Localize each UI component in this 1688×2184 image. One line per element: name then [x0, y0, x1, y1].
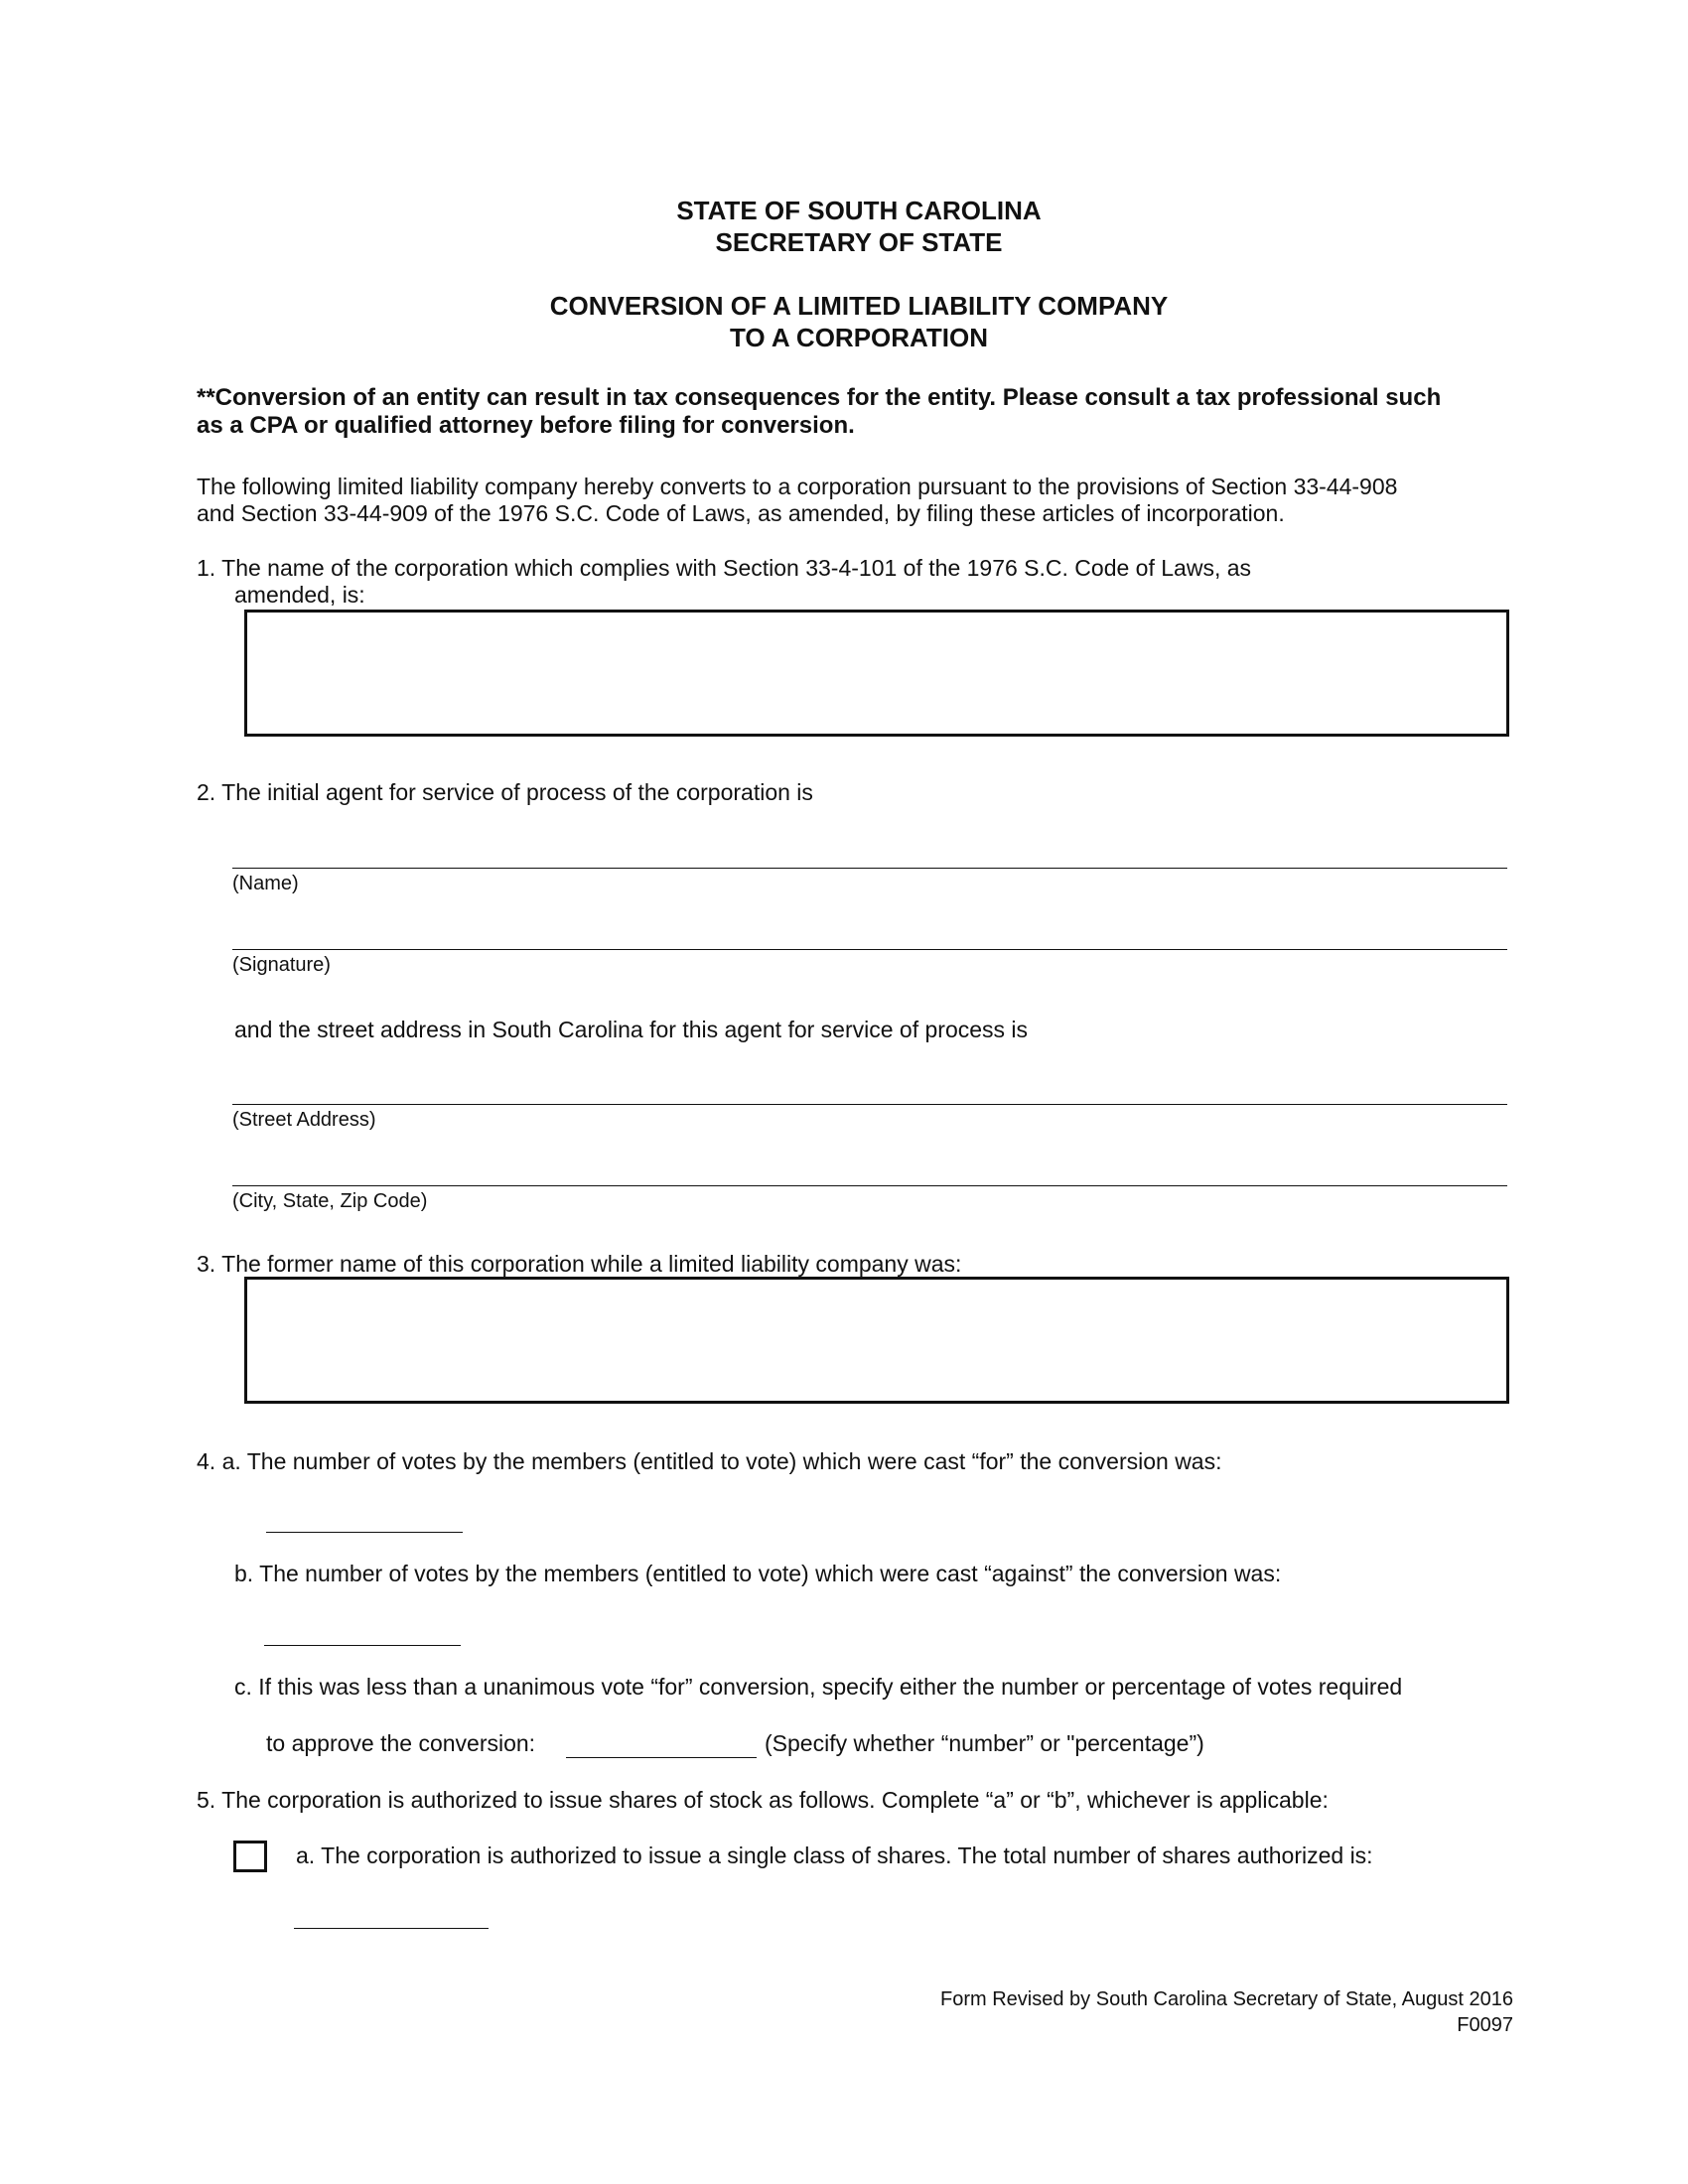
street-address-label: (Street Address) [232, 1109, 376, 1131]
agent-signature-label: (Signature) [232, 954, 331, 976]
office-heading: SECRETARY OF STATE [715, 227, 1003, 257]
agent-signature-line[interactable] [232, 949, 1507, 950]
tax-warning-line2: as a CPA or qualified attorney before filing for conversion. [197, 412, 855, 439]
city-state-zip-line[interactable] [232, 1185, 1507, 1186]
shares-authorized-line[interactable] [294, 1928, 489, 1929]
item5a-text: a. The corporation is authorized to issue a single class of shares. The total number of shares authorized is: [296, 1843, 1373, 1868]
form-title-line1: CONVERSION OF A LIMITED LIABILITY COMPANY [549, 291, 1169, 321]
item1-text-line1: 1. The name of the corporation which complies with Section 33-4-101 of the 1976 S.C. Code of Laws, as [197, 555, 1252, 581]
item4c-prefix: to approve the conversion: [266, 1730, 536, 1756]
item2-text: 2. The initial agent for service of process of the corporation is [197, 779, 813, 805]
item4c-text-line1: c. If this was less than a unanimous vote “for” conversion, specify either the number or percentage of votes required [234, 1674, 1403, 1700]
form-revision-note: Form Revised by South Carolina Secretary of State, August 2016 [940, 1988, 1513, 2010]
item4a-text: 4. a. The number of votes by the members (entitled to vote) which were cast “for” the conversion was: [197, 1448, 1222, 1474]
item4b-text: b. The number of votes by the members (entitled to vote) which were cast “against” the conversion was: [234, 1561, 1282, 1586]
form-title-line2: TO A CORPORATION [730, 323, 988, 352]
city-state-zip-label: (City, State, Zip Code) [232, 1190, 428, 1212]
item1-text-line2: amended, is: [234, 582, 365, 608]
agent-address-text: and the street address in South Carolina for this agent for service of process is [234, 1017, 1029, 1042]
tax-warning-line1: **Conversion of an entity can result in tax consequences for the entity. Please consult a tax professional such [197, 384, 1442, 411]
agent-name-line[interactable] [232, 868, 1507, 869]
votes-required-line[interactable] [566, 1757, 757, 1758]
item4c-suffix: (Specify whether “number” or "percentage”) [765, 1730, 1204, 1756]
item5-text: 5. The corporation is authorized to issue shares of stock as follows. Complete “a” or “b”, whichever is applicable: [197, 1787, 1329, 1813]
corporation-name-field[interactable] [244, 610, 1509, 737]
votes-for-line[interactable] [266, 1532, 463, 1533]
former-name-field[interactable] [244, 1277, 1509, 1404]
form-code: F0097 [1457, 2014, 1513, 2036]
state-heading: STATE OF SOUTH CAROLINA [676, 196, 1042, 225]
street-address-line[interactable] [232, 1104, 1507, 1105]
intro-line2: and Section 33-44-909 of the 1976 S.C. Code of Laws, as amended, by filing these articles of incorporation. [197, 500, 1285, 526]
intro-line1: The following limited liability company hereby converts to a corporation pursuant to the provisions of Section 33-44-908 [197, 474, 1398, 499]
item3-text: 3. The former name of this corporation while a limited liability company was: [197, 1251, 962, 1277]
agent-name-label: (Name) [232, 873, 299, 894]
votes-against-line[interactable] [264, 1645, 461, 1646]
single-class-checkbox[interactable] [233, 1841, 267, 1872]
